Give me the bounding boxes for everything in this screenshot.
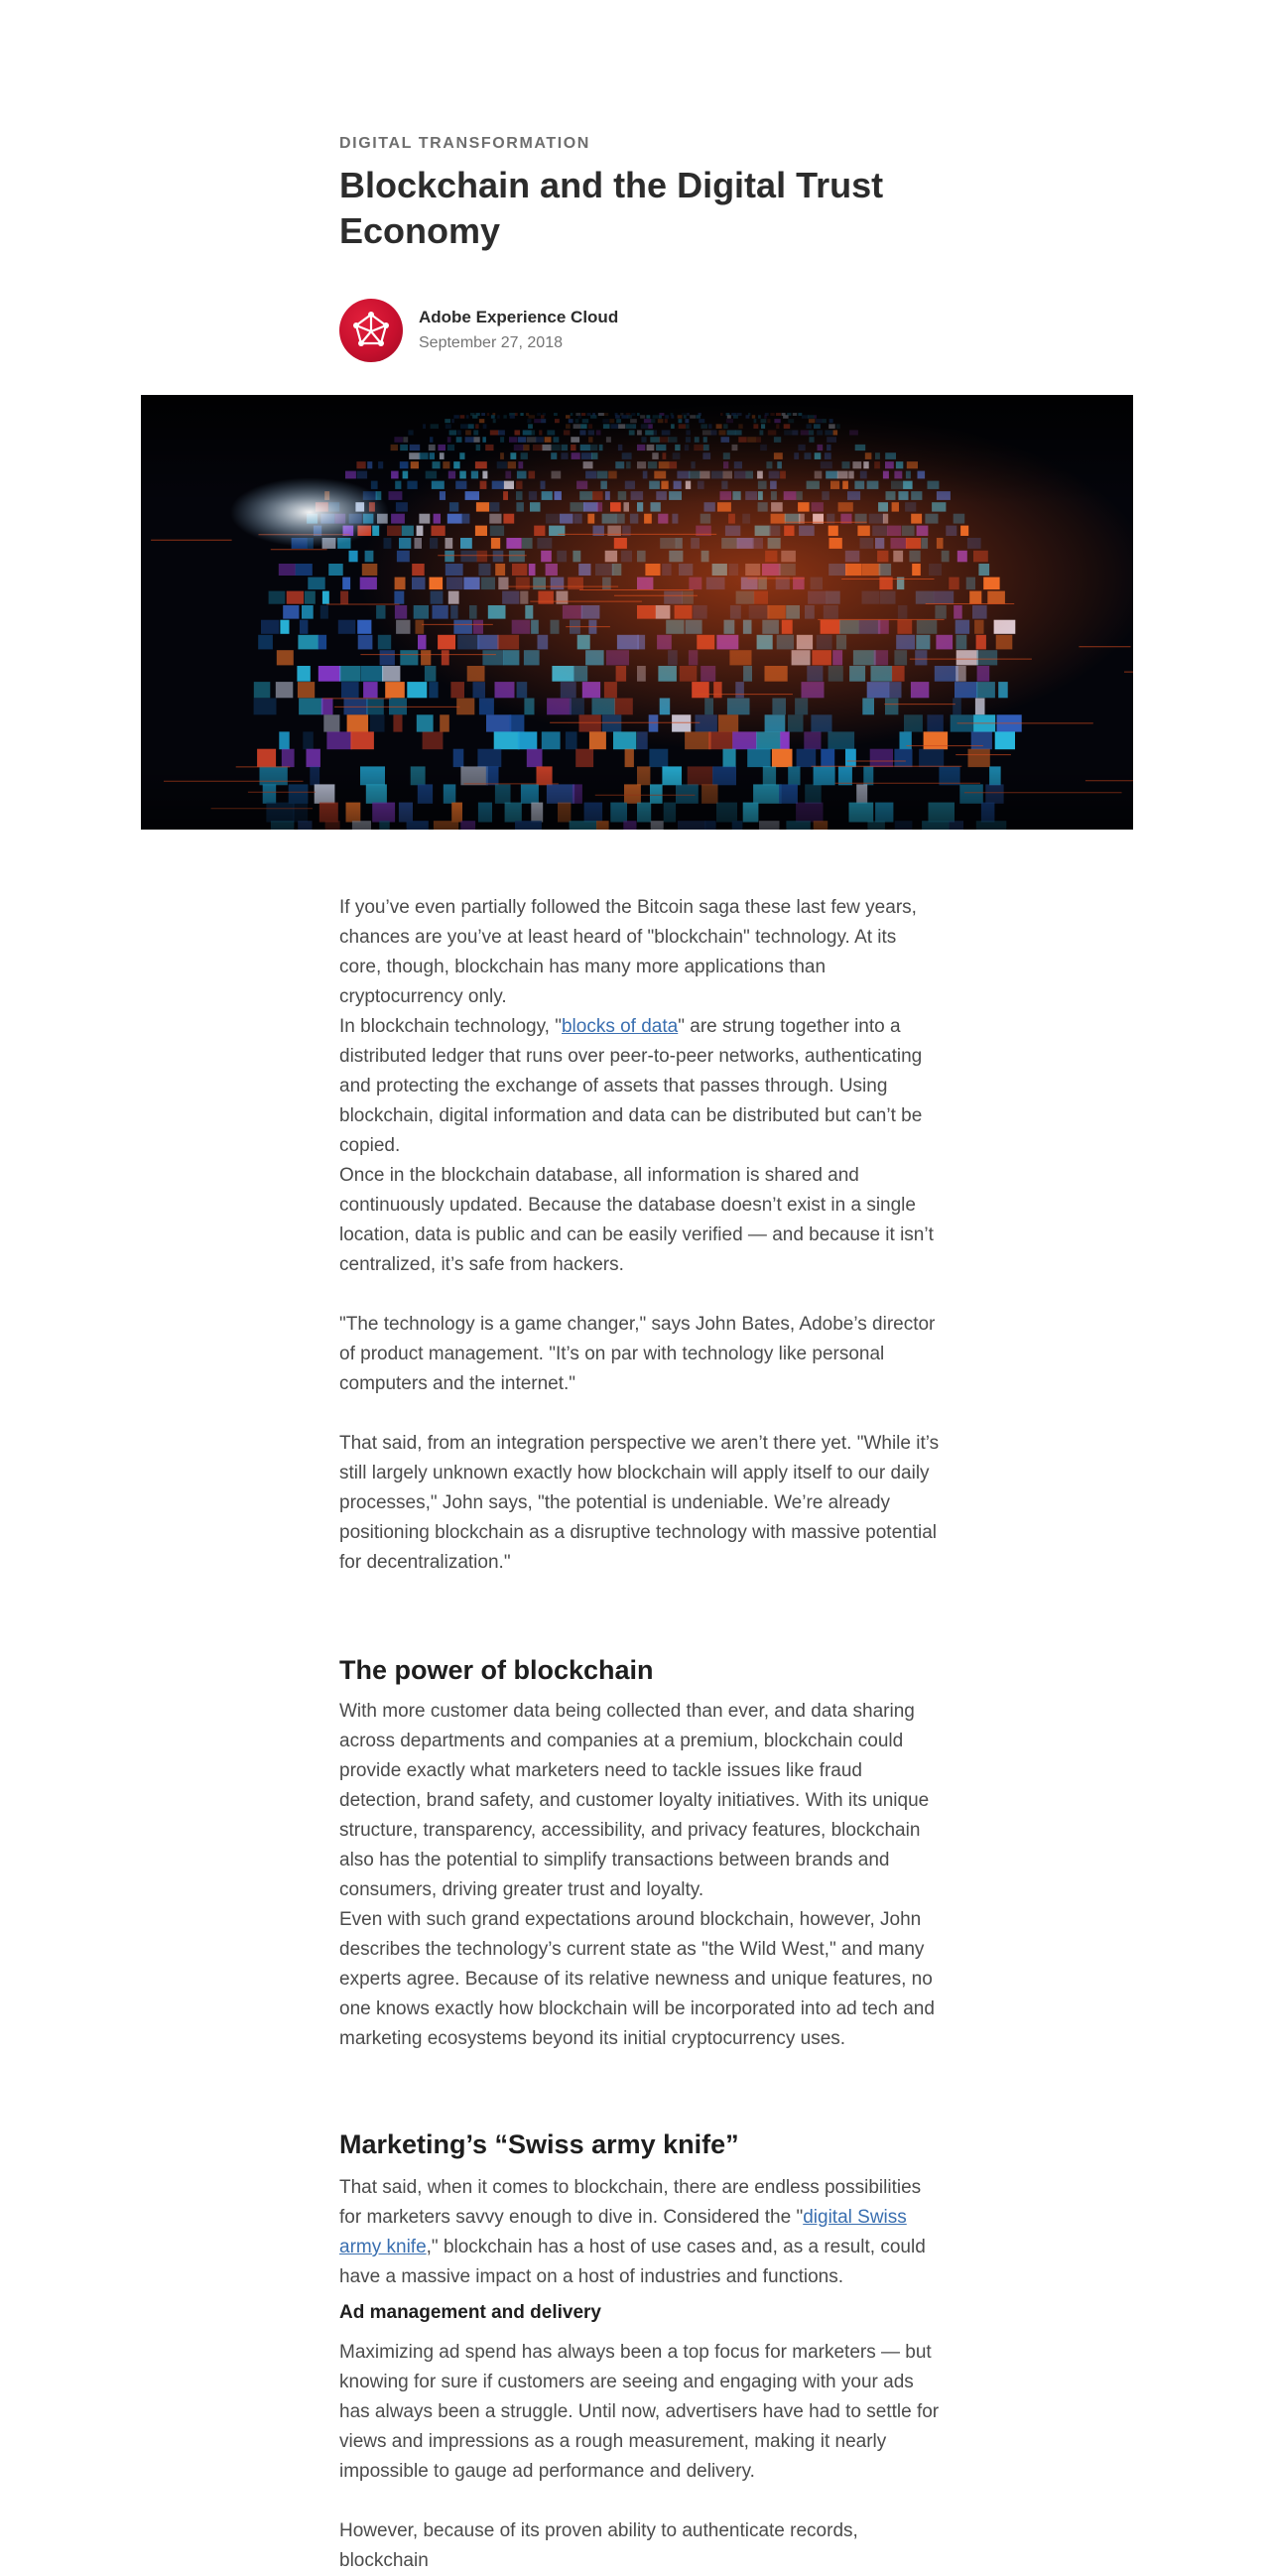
blocks-of-data-link[interactable]: blocks of data: [561, 1016, 679, 1037]
section-heading: Marketing’s “Swiss army knife”: [339, 2129, 739, 2159]
author-meta: [419, 306, 618, 355]
paragraph: Even with such grand expectations around blockchain, however, John describes the technology’s current state as "the Wild West," and many experts agree. Because of its relative newness and unique features, no one knows exactly how blockchain will be incorporated into ad tech and marketing ecosystems beyond its initial cryptocurrency uses.: [339, 1909, 935, 2049]
hero-image: [141, 395, 1133, 830]
paragraph: [339, 2173, 943, 2292]
paragraph: If you’ve even partially followed the Bitcoin saga these last few years, chances are you’ve at least heard of "blockchain" technology. At its core, though, blockchain has many more applications than cryptocurrency only.: [339, 897, 917, 1007]
section-heading: The power of blockchain: [339, 1655, 654, 1685]
paragraph-text: That said, when it comes to blockchain, there are endless possibilities for marketers savvy enough to dive in. Considered the ": [339, 2177, 922, 2228]
publish-date: September 27, 2018: [419, 334, 563, 351]
paragraph: Maximizing ad spend has always been a top focus for marketers — but knowing for sure if customers are seeing and engaging with your ads has always been a struggle. Until now, advertisers have had to settle for views and impressions as a rough measurement, making it nearly impossible to gauge ad performance and delivery.: [339, 2342, 940, 2482]
paragraph: That said, from an integration perspective we aren’t there yet. "While it’s still largely unknown exactly how blockchain will apply itself to our daily processes," John says, "the potential is undeniable. We’re already positioning blockchain as a disruptive technology with massive potential for decentralization.": [339, 1433, 940, 1573]
paragraph: [339, 1012, 943, 1161]
paragraph: Once in the blockchain database, all information is shared and continuously updated. Because the database doesn’t exist in a single location, data is public and can be easily verified — and because it isn’t centralized, it’s safe from hackers.: [339, 1165, 934, 1275]
paragraph: However, because of its proven ability to authenticate records, blockchain: [339, 2520, 858, 2571]
adobe-logo-glyph: [348, 308, 394, 353]
adobe-logo-icon[interactable]: [339, 299, 403, 362]
article-title: Blockchain and the Digital Trust Economy: [339, 165, 884, 251]
article-category[interactable]: DIGITAL TRANSFORMATION: [339, 135, 590, 152]
paragraph-text: " are strung together into a distributed ledger that runs over peer-to-peer networks, authenticating and protecting the exchange of assets that passes through. Using blockchain, digital information and data can be distributed but can’t be copied.: [339, 1016, 923, 1156]
paragraph-text: ," blockchain has a host of use cases and, as a result, could have a massive impact on a host of industries and functions.: [339, 2237, 926, 2287]
author-name[interactable]: Adobe Experience Cloud: [419, 308, 619, 326]
swiss-army-knife-link[interactable]: digital Swiss army knife: [339, 2207, 907, 2257]
paragraph-text: In blockchain technology, ": [339, 1016, 562, 1037]
author-byline: [339, 298, 943, 363]
paragraph: "The technology is a game changer," says John Bates, Adobe’s director of product management. "It’s on par with technology like personal computers and the internet.": [339, 1314, 936, 1394]
paragraph: With more customer data being collected than ever, and data sharing across departments and companies at a premium, blockchain could provide exactly what marketers need to tackle issues like fraud detection, brand safety, and customer loyalty initiatives. With its unique structure, transparency, accessibility, and privacy features, blockchain also has the potential to simplify transactions between brands and consumers, driving greater trust and loyalty.: [339, 1701, 930, 1900]
circuit-board-image: [141, 395, 1133, 830]
subsection-heading: Ad management and delivery: [339, 2302, 601, 2323]
